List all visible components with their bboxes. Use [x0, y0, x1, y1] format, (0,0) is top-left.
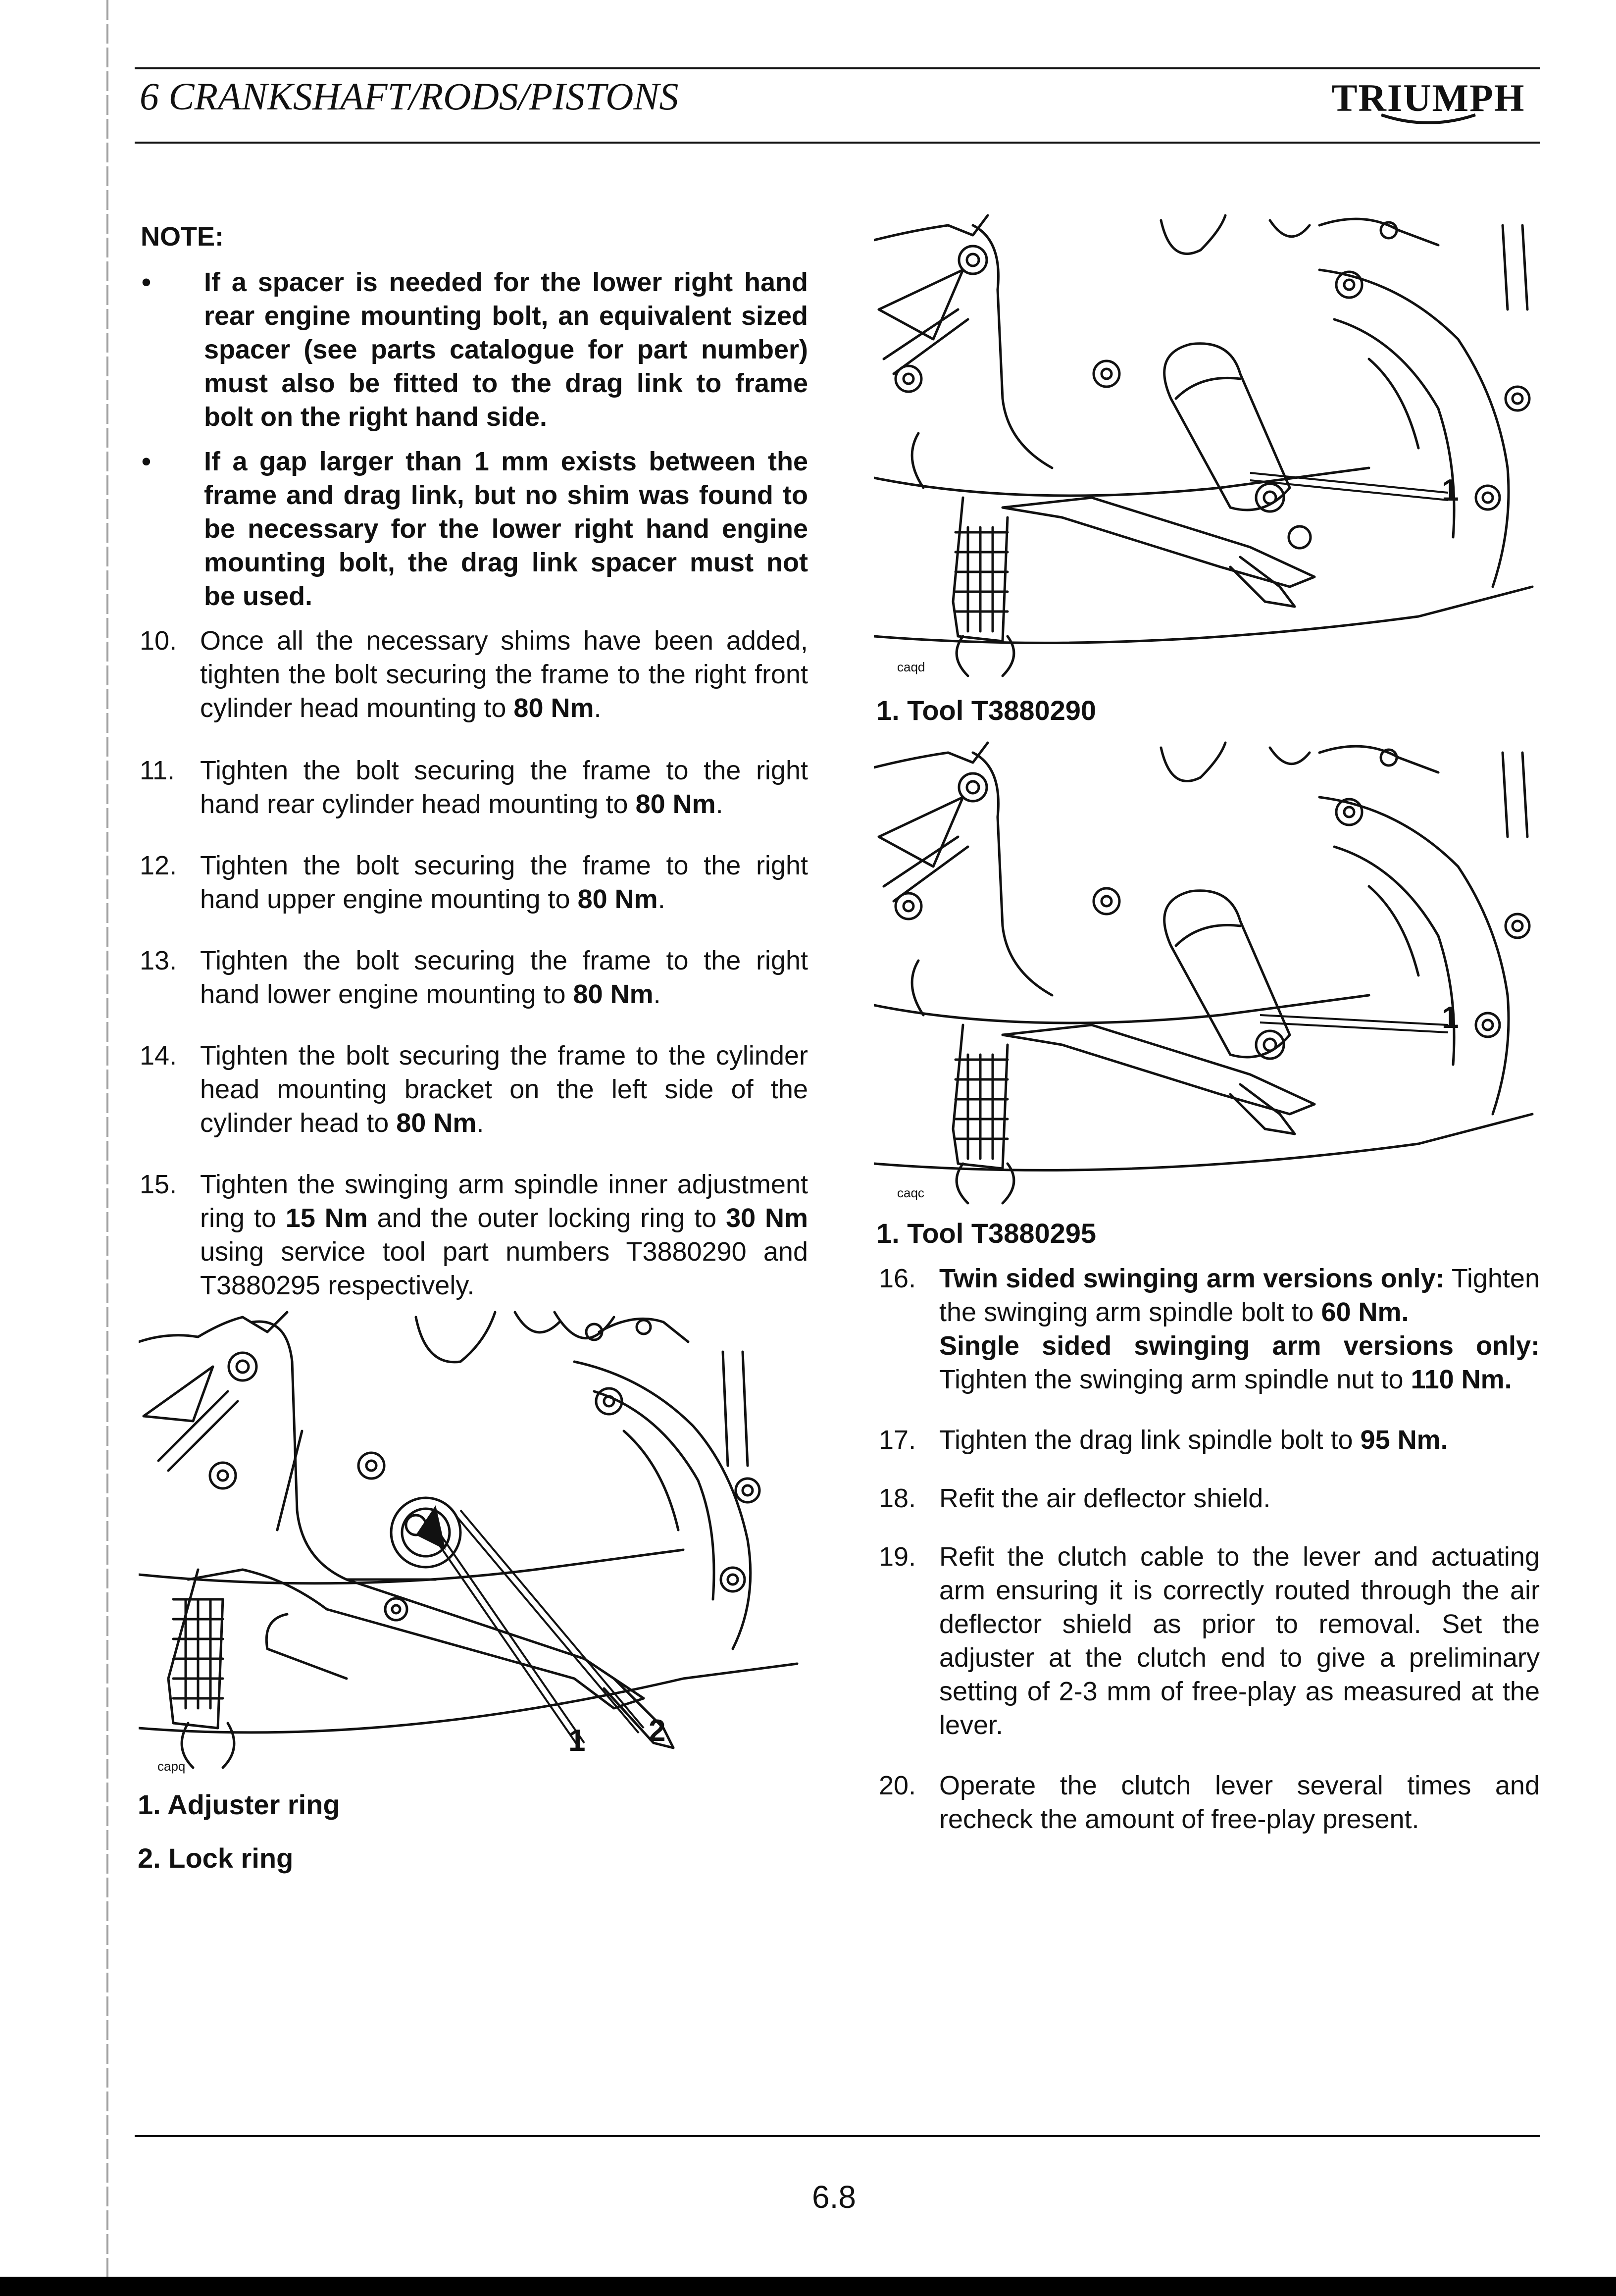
step-16: 16. Twin sided swinging arm versions only: Tighten the swinging arm spindle bolt to 60 Nm. Single sided swinging arm versions only: Tighten the swinging arm spindle nut to 110 Nm.: [879, 1264, 1540, 1394]
figure-caption: 1. Adjuster ring: [138, 1789, 340, 1820]
right-column: [874, 1262, 1540, 1864]
step-20: 20. Operate the clutch lever several times and recheck the amount of free-play present.: [879, 1771, 1540, 1834]
step-12: 12. Tighten the bolt securing the frame to the right hand upper engine mounting to 80 Nm.: [140, 851, 808, 914]
figure-tag: caqc: [897, 1185, 924, 1200]
note-bullet: • If a gap larger than 1 mm exists between the frame and drag link, but no shim was found to be necessary for the lower right hand engine mounting bolt, the drag link spacer must not be used.: [135, 445, 808, 613]
scan-border: [0, 2277, 1616, 2296]
chapter-title: 6 CRANKSHAFT/RODS/PISTONS: [140, 75, 679, 118]
note-bullet: • If a spacer is needed for the lower right hand rear engine mounting bolt, an equivalent sized spacer (see parts catalogue for part number) must also be fitted to the drag link to frame bolt on the right hand side.: [135, 265, 808, 434]
figure-caption: 1. Tool T3880295: [876, 1218, 1097, 1249]
figure-adjuster-lock-ring: [139, 1302, 802, 1778]
step-10: 10. Once all the necessary shims have been added, tighten the bolt securing the frame to the right front cylinder head mounting to 80 Nm.: [140, 626, 808, 723]
figure-tag: caqd: [897, 660, 925, 674]
header-rule-top: [135, 67, 1540, 69]
footer-rule: [135, 2135, 1540, 2137]
step-11: 11. Tighten the bolt securing the frame to the right hand rear cylinder head mounting to 80 Nm.: [140, 756, 808, 819]
page-number: 6.8: [812, 2179, 856, 2215]
callout-2: 2: [649, 1714, 666, 1748]
figure-caption: 2. Lock ring: [138, 1842, 294, 1874]
step-19: 19. Refit the clutch cable to the lever and actuating arm ensuring it is correctly routed through the air deflector shield as prior to removal. Set the adjuster at the clutch end to give a preliminary setting of 2-3 mm of free-play as measured at the lever.: [879, 1542, 1540, 1740]
step-13: 13. Tighten the bolt securing the frame to the right hand lower engine mounting to 80 Nm.: [140, 946, 808, 1009]
note-title: NOTE:: [141, 222, 224, 252]
figure-tag: capq: [157, 1759, 186, 1774]
step-15: 15. Tighten the swinging arm spindle inner adjustment ring to 15 Nm and the outer locking ring to 30 Nm using service tool part numbers T3880290 and T3880295 respectively.: [140, 1170, 808, 1300]
callout-1: 1: [1442, 473, 1459, 508]
header-rule-bottom: [135, 142, 1540, 144]
triumph-logo-text: TRIUMPH: [1331, 76, 1525, 119]
bullet-dot: •: [142, 267, 151, 297]
figure-caption: 1. Tool T3880290: [876, 695, 1097, 726]
left-column: [135, 213, 808, 1330]
bullet-dot: •: [142, 447, 151, 476]
step-14: 14. Tighten the bolt securing the frame to the cylinder head mounting bracket on the left side of the cylinder head to 80 Nm.: [140, 1041, 808, 1138]
figure-tool-t3880295: [874, 738, 1540, 1213]
triumph-logo: [1317, 73, 1540, 131]
figure-tool-t3880290: [874, 210, 1540, 686]
step-17: 17. Tighten the drag link spindle bolt to 95 Nm.: [879, 1425, 1448, 1455]
binding-margin-line: [106, 0, 108, 2277]
callout-1: 1: [568, 1724, 586, 1758]
step-18: 18. Refit the air deflector shield.: [879, 1483, 1271, 1513]
callout-1: 1: [1442, 1001, 1459, 1035]
